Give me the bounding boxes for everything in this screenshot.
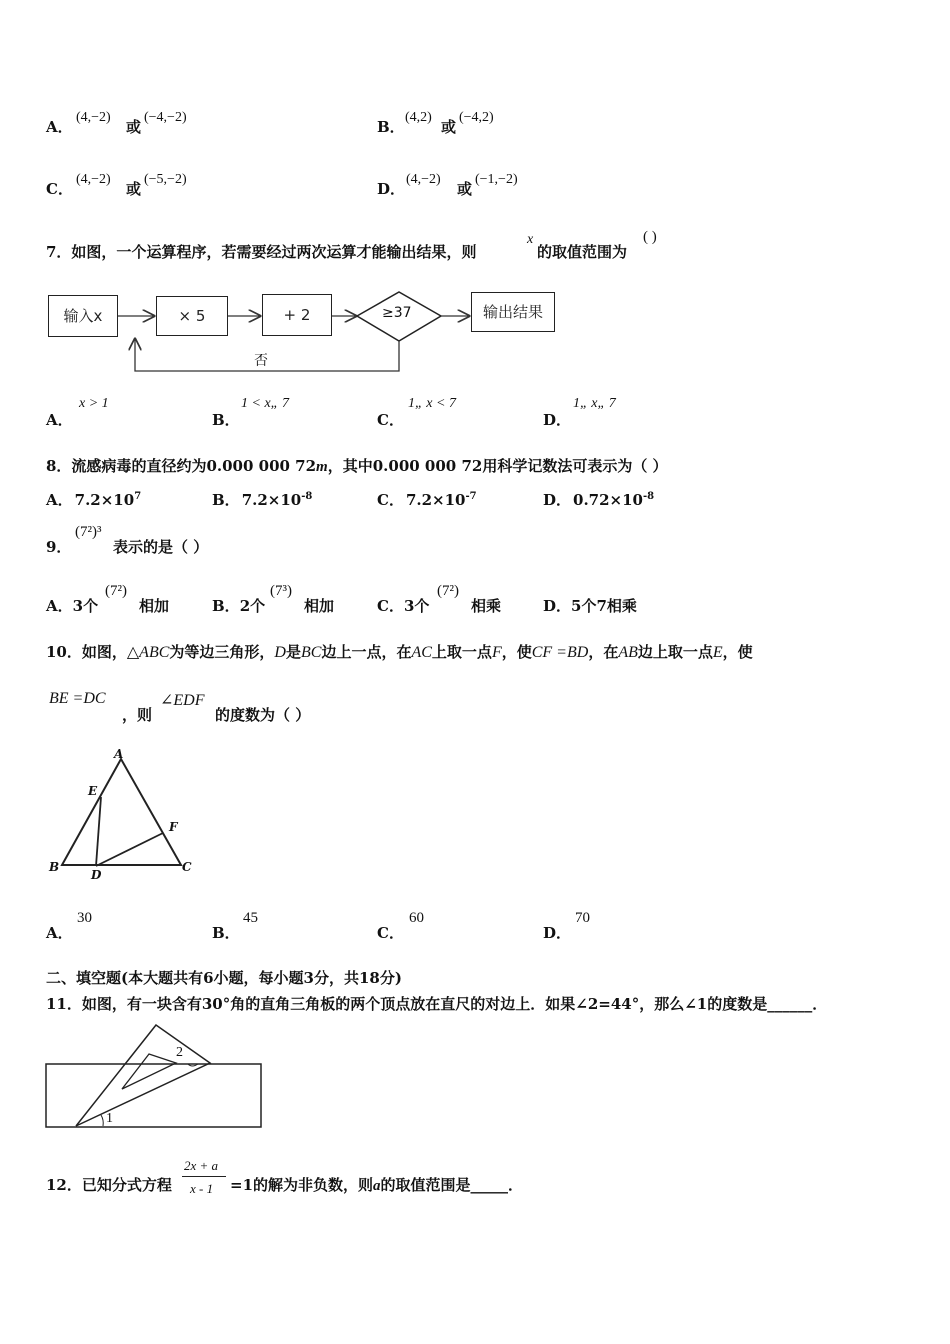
flowchart-connectors [0,0,950,400]
option-label: A．3个 [46,597,99,615]
coord-expr: (−1,−2) [475,172,518,187]
input-box: 输入x [48,295,118,337]
vertex-label-a: A [114,747,124,761]
conjunction-text: 或 [126,118,142,136]
text-segment: ，使 [722,643,753,661]
stem-text-end: 的度数为（ ） [215,706,311,724]
option-label: D． [543,924,572,942]
no-label: 否 [254,353,268,369]
option-label: A． [46,924,73,942]
fraction-denominator: x - 1 [190,1181,214,1196]
coord-expr: (4,2) [405,110,432,125]
option-label: D． [377,180,406,198]
option-label: D． $0.72\times 10^{-8}$ [543,491,655,509]
question-stem: 7．如图，一个运算程序，若需要经过两次运算才能输出结果，则 [46,243,477,261]
multiply-box: × 5 [156,296,228,336]
option-label: A． [46,118,73,136]
vertex-label-c: C [182,860,192,874]
option-label: C． [377,924,404,942]
coord-expr: (−5,−2) [144,172,187,187]
option-expr: 1„ x < 7 [408,396,456,411]
option-label: D．5个7相乘 [543,597,637,615]
fraction-numerator: 2x + a [184,1158,219,1173]
coord-expr: (−4,2) [459,110,494,125]
condition-expr: BE =DC [49,690,106,707]
option-expr: 1 < x„ 7 [241,396,289,411]
fraction-bar [182,1176,226,1177]
option-label: B． [212,924,240,942]
coord-expr: (−4,−2) [144,110,187,125]
power-expr: (7²) [437,583,459,599]
coord-expr: (4,−2) [76,110,111,125]
math-segment: AB [618,644,638,661]
vertex-label-b: B [49,860,60,874]
question-stem-end: 的取值范围为 [537,243,628,261]
text-segment: 是 [285,643,301,661]
stem-text: 8．流感病毒的直径约为0.000 000 72 [46,457,317,475]
power-expr: (7²)³ [75,524,102,540]
option-label: B． [377,118,405,136]
section-heading: 二、填空题(本大题共有6小题，每小题3分，共18分) [46,969,402,987]
text-segment: 边上取一点 [637,643,713,661]
math-segment: D [274,644,286,661]
stem-text-end: ，其中0.000 000 72用科学记数法可表示为（ ） [327,457,668,475]
option-label: C． [377,411,404,429]
math-segment: E [712,644,723,661]
text-segment: ，在 [588,643,619,661]
question-stem [46,455,668,476]
angle-1-label: 1 [106,1111,113,1126]
option-suffix: 相乘 [471,597,502,615]
unit-m: m [316,459,328,475]
option-label: A． $7.2\times 10^7$ [46,491,142,509]
output-box: 输出结果 [471,292,555,332]
option-expr: 1„ x„ 7 [573,396,616,411]
vertex-label-e: E [88,784,98,798]
ruler-diagram [40,1020,280,1130]
conjunction-text: 或 [126,180,142,198]
math-segment: △ABC [126,644,170,661]
math-segment: F [491,644,502,661]
variable-a: a [373,1178,381,1194]
power-expr: (7³) [270,583,292,599]
text-segment: 为等边三角形， [169,643,275,661]
option-label: D． [543,411,572,429]
question-stem: 12．已知分式方程 [46,1176,172,1194]
option-label: A． [46,411,73,429]
option-label: C． [46,180,73,198]
vertex-label-d: D [91,868,102,882]
question-stem-mid: =1的解为非负数，则a的取值范围是_____． [230,1176,524,1194]
math-segment: AC [411,644,432,661]
option-label: B．2个 [212,597,266,615]
question-11-stem: 11．如图，有一块含有30°角的直角三角板的两个顶点放在直尺的对边上．如果∠2=44°，那么∠1的度数是______． [46,995,828,1013]
add-box: + 2 [262,294,332,336]
question-stem: 表示的是（ ） [113,538,209,556]
option-label: B． [212,411,240,429]
coord-expr: (4,−2) [406,172,441,187]
option-value: 45 [243,910,258,926]
power-expr: (7²) [105,583,127,599]
option-value: 30 [77,910,92,926]
condition-text: ≥37 [382,305,412,321]
stem-text: ，则 [122,706,153,724]
question-number: 9． [46,538,72,556]
text-segment: ，使 [501,643,532,661]
option-value: 70 [575,910,590,926]
coord-expr: (4,−2) [76,172,111,187]
variable-x: x [527,232,534,247]
text-segment: 10．如图， [46,643,127,661]
answer-paren: ( ) [643,229,657,245]
option-label: B． $7.2\times 10^{-8}$ [212,491,313,509]
conjunction-text: 或 [441,118,457,136]
question-stem-line1 [46,641,753,662]
angle-expr: ∠EDF [160,692,205,709]
triangle-diagram [40,745,240,895]
text-segment: 边上一点，在 [321,643,412,661]
math-segment: CF =BD [531,644,589,661]
option-expr: x > 1 [79,396,109,411]
math-segment: BC [301,644,322,661]
option-label: C．3个 [377,597,430,615]
conjunction-text: 或 [457,180,473,198]
angle-2-label: 2 [176,1045,183,1060]
text-segment: 上取一点 [431,643,492,661]
option-label: C． $7.2\times 10^{-7}$ [377,491,477,509]
vertex-label-f: F [169,820,178,834]
option-value: 60 [409,910,424,926]
option-suffix: 相加 [139,597,170,615]
option-suffix: 相加 [304,597,335,615]
